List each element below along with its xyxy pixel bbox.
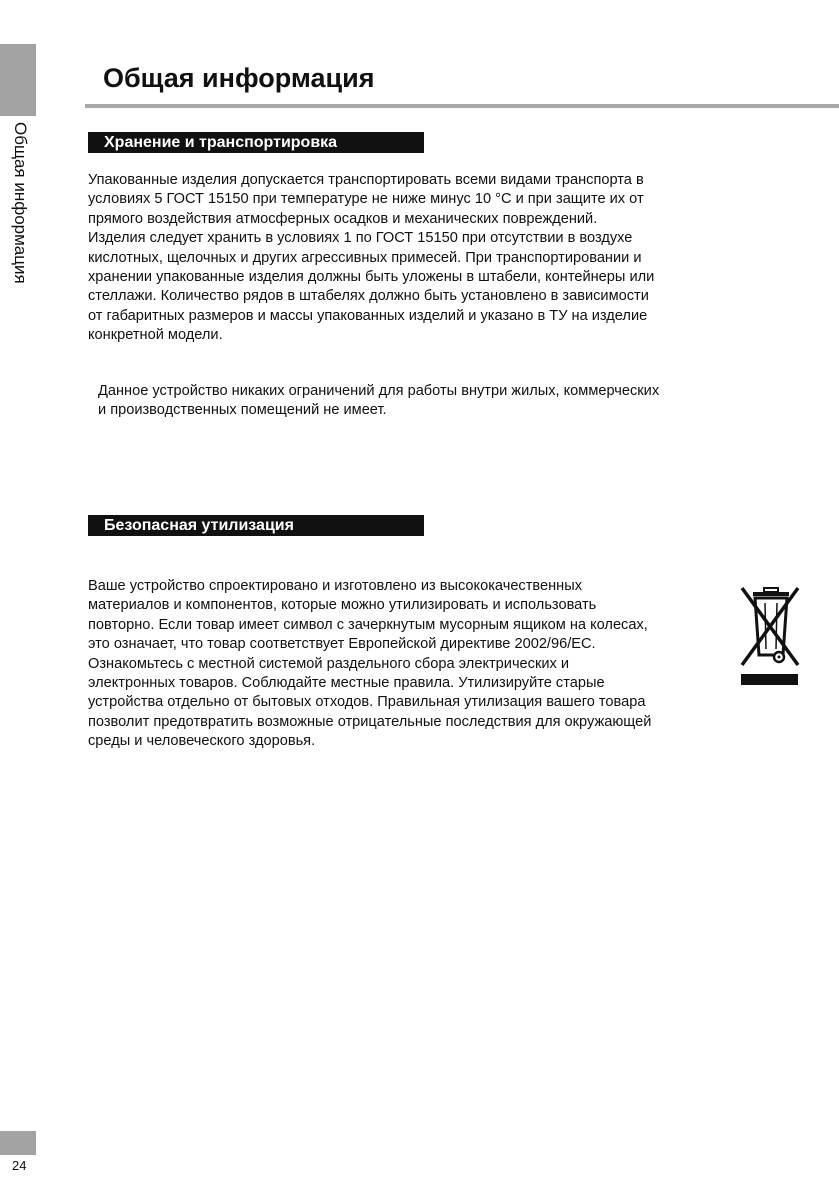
text-line: и производственных помещений не имеет. (98, 402, 387, 419)
text-line: стеллажи. Количество рядов в штабелях должно быть установлено в зависимости (88, 288, 649, 305)
section-heading-storage: Хранение и транспортировка (88, 132, 424, 153)
side-tab-marker (0, 44, 36, 116)
text-line: электронных товаров. Соблюдайте местные правила. Утилизируйте старые (88, 675, 605, 692)
disposal-paragraph (88, 577, 651, 752)
page-number: 24 (12, 1158, 27, 1173)
text-line: позволит предотвратить возможные отрицательные последствия для окружающей (88, 713, 652, 730)
text-line: повторно. Если товар имеет символ с зачеркнутым мусорным ящиком на колесах, (88, 616, 648, 633)
text-line: Данное устройство никаких ограничений для работы внутри жилых, коммерческих (98, 383, 660, 399)
text-line: кислотных, щелочных и других агрессивных примесей. При транспортировании и (88, 249, 642, 266)
text-line: среды и человеческого здоровья. (88, 733, 316, 750)
section-heading-disposal: Безопасная утилизация (88, 515, 424, 536)
text-line: материалов и компонентов, которые можно утилизировать и использовать (88, 597, 597, 614)
text-line: конкретной модели. (88, 327, 223, 344)
storage-paragraph (88, 171, 654, 346)
usage-note-paragraph (98, 382, 659, 421)
text-line: Упакованные изделия допускается транспортировать всеми видами транспорта в (88, 172, 644, 188)
text-line: Изделия следует хранить в условиях 1 по ГОСТ 15150 при отсутствии в воздухе (88, 230, 633, 247)
bottom-tab-marker (0, 1131, 36, 1155)
page-title: Общая информация (103, 63, 375, 93)
text-line: условиях 5 ГОСТ 15150 при температуре не ниже минус 10 °С и при защите их от (88, 191, 644, 208)
text-line: от габаритных размеров и массы упакованных изделий и указано в ТУ на изделие (88, 307, 648, 324)
text-line: прямого воздействия атмосферных осадков и механических повреждений. (88, 210, 598, 227)
text-line: устройства отдельно от бытовых отходов. Правильная утилизация вашего товара (88, 694, 646, 711)
text-line: это означает, что товар соответствует Европейской директиве 2002/96/EC. (88, 636, 596, 653)
side-section-label: Общая информация (11, 122, 30, 284)
text-line: Ознакомьтесь с местной системой раздельного сбора электрических и (88, 655, 570, 672)
title-divider (85, 104, 839, 108)
text-line: хранении упакованные изделия должны быть уложены в штабели, контейнеры или (88, 269, 655, 286)
text-line: Ваше устройство спроектировано и изготовлено из высококачественных (88, 578, 583, 594)
crossed-out-wheelie-bin-icon (739, 583, 801, 687)
